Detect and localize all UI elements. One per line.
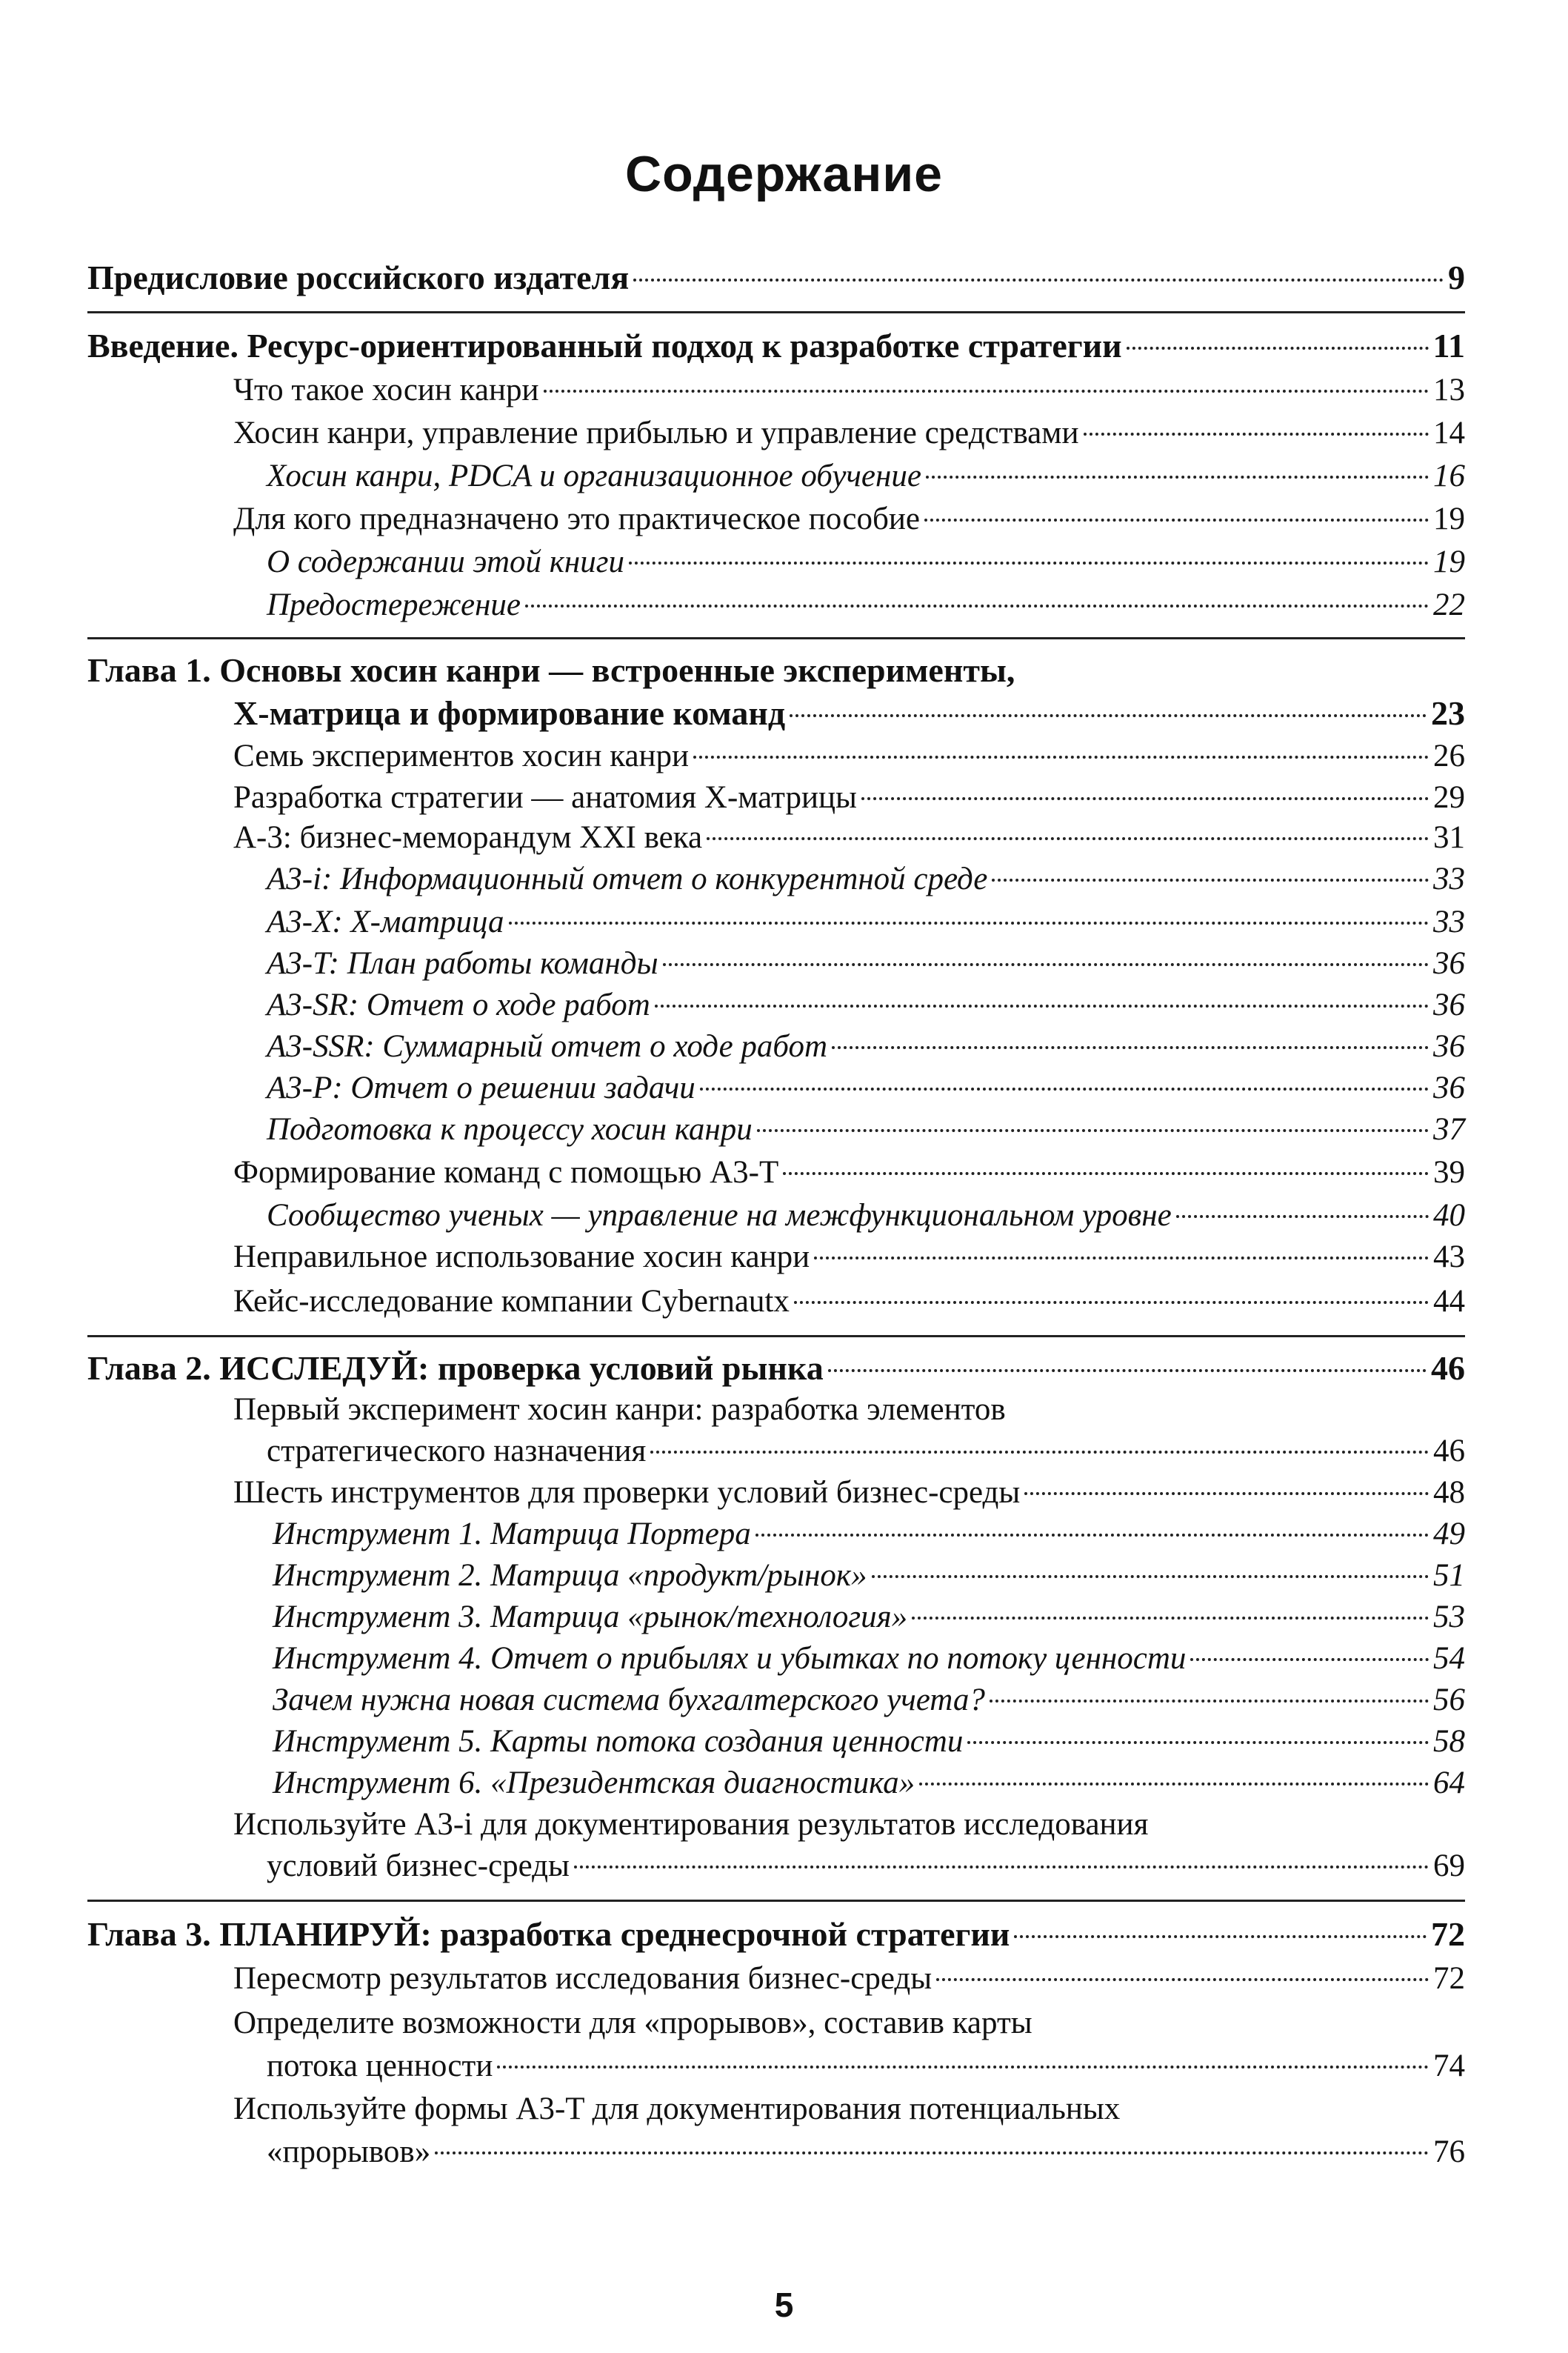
dot-leader (435, 2151, 1429, 2154)
dot-leader (707, 837, 1429, 840)
dot-leader (1190, 1658, 1429, 1661)
toc-entry-page: 36 (1433, 1029, 1465, 1064)
toc-entry-page: 43 (1433, 1239, 1465, 1274)
toc-entry[interactable] (273, 1513, 1465, 1556)
toc-entry-page: 54 (1433, 1641, 1465, 1676)
toc-entry-text: стратегического назначения (267, 1434, 647, 1468)
section-divider (87, 1335, 1465, 1337)
dot-leader (655, 1005, 1429, 1008)
toc-entry-text: Предостережение (267, 588, 521, 622)
toc-entry-page: 53 (1433, 1600, 1465, 1634)
dot-leader (828, 1369, 1427, 1372)
dot-leader (814, 1257, 1429, 1259)
dot-leader (936, 1978, 1429, 1981)
toc-entry-text: Инструмент 6. «Президентская диагностика» (273, 1765, 915, 1800)
toc-entry-text: Шесть инструментов для проверки условий бизнес-среды (233, 1475, 1021, 1510)
toc-entry[interactable] (267, 1430, 1465, 1473)
toc-entry[interactable] (267, 858, 1465, 901)
toc-entry[interactable] (267, 1067, 1465, 1110)
dot-leader (790, 714, 1427, 717)
toc-entry-text: Неправильное использование хосин канри (233, 1239, 810, 1274)
toc-entry-page: 72 (1431, 1915, 1465, 1953)
toc-entry-text: Хосин канри, управление прибылью и управление средствами (233, 416, 1079, 450)
toc-entry-page: 64 (1433, 1765, 1465, 1800)
dot-leader (912, 1617, 1429, 1620)
toc-entry-page: 46 (1433, 1434, 1465, 1468)
toc-entry-text: Формирование команд с помощью A3-T (233, 1155, 779, 1190)
toc-entry-page: 46 (1431, 1349, 1465, 1387)
toc-entry-text: Глава 2. ИССЛЕДУЙ: проверка условий рынка (87, 1349, 824, 1387)
toc-entry-page: 31 (1433, 820, 1465, 855)
dot-leader (1014, 1935, 1427, 1938)
toc-entry-preface[interactable] (87, 256, 1465, 299)
toc-entry-text: Х-матрица и формирование команд (233, 694, 786, 732)
toc-entry-page: 19 (1433, 502, 1465, 536)
dot-leader (650, 1451, 1429, 1454)
toc-entry-page: 33 (1433, 862, 1465, 896)
toc-entry[interactable] (273, 1679, 1465, 1722)
page-title: Содержание (625, 146, 943, 202)
toc-entry[interactable] (267, 1025, 1465, 1068)
toc-entry-line[interactable]: Используйте формы A3-T для документирования потенциальных (233, 2091, 1121, 2126)
toc-entry-page: 19 (1433, 545, 1465, 579)
toc-entry[interactable] (233, 1957, 1465, 2000)
toc-entry-page: 69 (1433, 1848, 1465, 1883)
dot-leader (525, 605, 1429, 608)
dot-leader (693, 756, 1429, 759)
dot-leader (574, 1866, 1429, 1868)
toc-entry-text: О содержании этой книги (267, 545, 624, 579)
toc-entry-page: 36 (1433, 1071, 1465, 1105)
toc-entry-text: A3-T: План работы команды (267, 946, 658, 981)
toc-entry-text: Зачем нужна новая система бухгалтерского учета? (273, 1683, 985, 1717)
toc-entry-page: 26 (1433, 739, 1465, 773)
dot-leader (544, 390, 1429, 393)
toc-entry-text: Что такое хосин канри (233, 373, 539, 407)
toc-entry[interactable] (233, 816, 1465, 859)
toc-entry-page: 72 (1433, 1961, 1465, 1996)
toc-entry[interactable] (267, 901, 1465, 944)
toc-entry-text: A3-X: Х-матрица (267, 905, 504, 939)
toc-entry[interactable] (267, 2131, 1465, 2174)
toc-entry-page: 11 (1432, 327, 1465, 365)
toc-entry-text: Кейс-исследование компании Cybernautx (233, 1284, 790, 1319)
toc-entry-text: Для кого предназначено это практическое пособие (233, 502, 920, 536)
dot-leader (633, 279, 1444, 282)
dot-leader (1024, 1492, 1429, 1495)
section-divider (87, 311, 1465, 313)
dot-leader (861, 797, 1429, 800)
toc-entry[interactable] (267, 541, 1465, 584)
toc-entry-text: Предисловие российского издателя (87, 259, 630, 296)
dot-leader (755, 1534, 1429, 1537)
toc-entry[interactable] (273, 1554, 1465, 1597)
toc-entry-page: 76 (1433, 2134, 1465, 2169)
toc-entry[interactable] (233, 498, 1465, 541)
toc-entry-page: 48 (1433, 1475, 1465, 1510)
toc-entry-line[interactable]: Определите возможности для «прорывов», составив карты (233, 2006, 1032, 2040)
toc-entry-page: 14 (1433, 416, 1465, 450)
toc-entry[interactable] (233, 776, 1465, 819)
toc-entry[interactable] (273, 1762, 1465, 1805)
toc-entry[interactable] (233, 412, 1465, 455)
dot-leader (992, 879, 1429, 882)
toc-entry[interactable] (273, 1720, 1465, 1763)
toc-entry-text: Инструмент 3. Матрица «рынок/технология» (273, 1600, 908, 1634)
toc-entry-text: Инструмент 2. Матрица «продукт/рынок» (273, 1558, 867, 1593)
dot-leader (967, 1741, 1429, 1744)
toc-entry-page: 23 (1431, 694, 1465, 732)
toc-entry-line[interactable]: Первый эксперимент хосин канри: разработка элементов (233, 1392, 1006, 1427)
toc-entry-text: A3-SSR: Суммарный отчет о ходе работ (267, 1029, 828, 1064)
toc-entry-page: 58 (1433, 1724, 1465, 1759)
toc-entry-text: A3-SR: Отчет о ходе работ (267, 988, 650, 1022)
dot-leader (783, 1172, 1429, 1175)
toc-entry-text: потока ценности (267, 2049, 493, 2083)
toc-entry-chapter-1[interactable] (233, 692, 1465, 735)
toc-entry-page: 39 (1433, 1155, 1465, 1190)
toc-entry-page: 44 (1433, 1284, 1465, 1319)
toc-entry-page: 49 (1433, 1517, 1465, 1551)
toc-entry-line[interactable]: Используйте A3-i для документирования результатов исследования (233, 1807, 1149, 1842)
toc-entry-text: Инструмент 5. Карты потока создания ценности (273, 1724, 964, 1759)
toc-entry-page: 9 (1448, 259, 1465, 296)
toc-entry-text: A3-i: Информационный отчет о конкурентной среде (267, 862, 988, 896)
dot-leader (757, 1129, 1429, 1132)
section-divider (87, 637, 1465, 639)
toc-entry-page: 16 (1433, 459, 1465, 493)
toc-entry-text: условий бизнес-среды (267, 1848, 570, 1883)
toc-entry-page: 51 (1433, 1558, 1465, 1593)
dot-leader (509, 922, 1429, 925)
dot-leader (1176, 1215, 1429, 1218)
toc-entry[interactable] (267, 2045, 1465, 2088)
toc-entry-text: А-3: бизнес-меморандум XXI века (233, 820, 703, 855)
toc-entry-text: A3-P: Отчет о решении задачи (267, 1071, 695, 1105)
toc-entry-text: Семь экспериментов хосин канри (233, 739, 690, 773)
toc-entry[interactable] (233, 735, 1465, 778)
toc-entry-text: Введение. Ресурс-ориентированный подход к разработке стратегии (87, 327, 1122, 365)
dot-leader (497, 2066, 1429, 2069)
toc-entry-introduction[interactable] (87, 325, 1465, 367)
dot-leader (1084, 433, 1429, 436)
toc-entry-text: Подготовка к процессу хосин канри (267, 1112, 753, 1147)
toc-entry[interactable] (267, 984, 1465, 1027)
toc-entry-text: Сообщество ученых — управление на межфункциональном уровне (267, 1198, 1172, 1233)
page-number: 5 (774, 2286, 794, 2324)
toc-chapter-heading[interactable]: Глава 1. Основы хосин канри — встроенные эксперименты, (87, 651, 1015, 689)
toc-entry-text: Пересмотр результатов исследования бизнес-среды (233, 1961, 933, 1996)
dot-leader (832, 1046, 1429, 1049)
toc-entry-page: 22 (1433, 588, 1465, 622)
toc-entry-text: «прорывов» (267, 2134, 431, 2169)
dot-leader (663, 963, 1429, 966)
toc-entry-text: Инструмент 1. Матрица Портера (273, 1517, 751, 1551)
toc-entry[interactable] (233, 1471, 1465, 1514)
toc-entry[interactable] (267, 1194, 1465, 1237)
dot-leader (924, 519, 1429, 522)
toc-entry-chapter-2[interactable] (87, 1347, 1465, 1390)
toc-entry-page: 36 (1433, 946, 1465, 981)
toc-entry[interactable] (233, 369, 1465, 412)
toc-entry-page: 33 (1433, 905, 1465, 939)
toc-entry[interactable] (233, 1151, 1465, 1194)
toc-entry-text: Разработка стратегии — анатомия Х-матрицы (233, 780, 857, 815)
toc-entry-page: 74 (1433, 2049, 1465, 2083)
toc-entry[interactable] (233, 1236, 1465, 1279)
dot-leader (1127, 347, 1429, 350)
toc-entry-chapter-3[interactable] (87, 1913, 1465, 1956)
toc-entry-text: Хосин канри, PDCA и организационное обучение (267, 459, 921, 493)
toc-entry[interactable] (267, 942, 1465, 985)
toc-entry-page: 13 (1433, 373, 1465, 407)
toc-entry-text: Инструмент 4. Отчет о прибылях и убытках по потоку ценности (273, 1641, 1187, 1676)
section-divider (87, 1900, 1465, 1902)
dot-leader (700, 1088, 1429, 1091)
dot-leader (872, 1575, 1429, 1578)
toc-entry-page: 36 (1433, 988, 1465, 1022)
toc-entry-page: 40 (1433, 1198, 1465, 1233)
dot-leader (990, 1700, 1429, 1703)
toc-entry[interactable] (273, 1596, 1465, 1639)
toc-entry[interactable] (233, 1280, 1465, 1323)
toc-entry[interactable] (267, 1108, 1465, 1151)
toc-entry-page: 37 (1433, 1112, 1465, 1147)
dot-leader (794, 1301, 1429, 1304)
dot-leader (629, 562, 1429, 565)
toc-entry[interactable] (267, 1845, 1465, 1888)
toc-entry-page: 56 (1433, 1683, 1465, 1717)
toc-entry[interactable] (267, 455, 1465, 498)
toc-entry[interactable] (273, 1637, 1465, 1680)
toc-entry-page: 29 (1433, 780, 1465, 815)
dot-leader (919, 1783, 1429, 1785)
toc-entry[interactable] (267, 584, 1465, 627)
toc-entry-text: Глава 3. ПЛАНИРУЙ: разработка среднесрочной стратегии (87, 1915, 1010, 1953)
dot-leader (926, 476, 1429, 479)
